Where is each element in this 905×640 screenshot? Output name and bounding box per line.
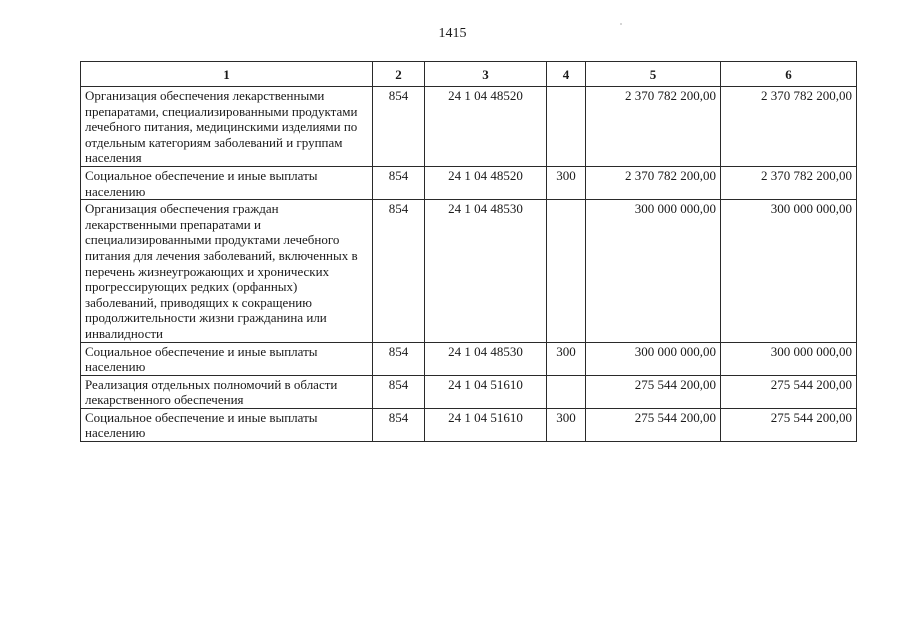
row-sum1-cell: 2 370 782 200,00	[586, 87, 721, 167]
table-row	[81, 200, 857, 342]
row-name-cell: Организация обеспечения граждан лекарственными препаратами и специализированными продуктами лечебного питания для лечения заболеваний, включенных в перечень жизнеугрожающих и хронических прогрессирующих редких (орфанных) заболеваний, приводящих к сокращению продолжительности жизни гражданина или инвалидности	[81, 200, 373, 342]
row-sum1-cell: 300 000 000,00	[586, 342, 721, 375]
header-col-3: 3	[425, 62, 547, 87]
header-row	[81, 62, 857, 87]
row-name-cell: Социальное обеспечение и иные выплаты населению	[81, 408, 373, 441]
row-name-cell: Организация обеспечения лекарственными препаратами, специализированными продуктами лечебного питания, медицинскими изделиями по отдельным категориям заболеваний и группам населения	[81, 87, 373, 167]
row-sum2-cell: 2 370 782 200,00	[721, 87, 857, 167]
table-row	[81, 166, 857, 199]
row-csr-cell: 24 1 04 51610	[425, 408, 547, 441]
header-col-2: 2	[373, 62, 425, 87]
scan-speck	[620, 23, 622, 25]
row-ved-cell: 854	[373, 342, 425, 375]
row-sum2-cell: 275 544 200,00	[721, 408, 857, 441]
row-sum1-cell: 2 370 782 200,00	[586, 166, 721, 199]
row-sum1-cell: 300 000 000,00	[586, 200, 721, 342]
row-sum2-cell: 300 000 000,00	[721, 342, 857, 375]
header-col-5: 5	[586, 62, 721, 87]
header-col-1: 1	[81, 62, 373, 87]
row-name-cell: Социальное обеспечение и иные выплаты населению	[81, 166, 373, 199]
row-ved-cell: 854	[373, 408, 425, 441]
row-csr-cell: 24 1 04 48530	[425, 342, 547, 375]
row-vr-cell	[547, 200, 586, 342]
row-vr-cell: 300	[547, 342, 586, 375]
table-header	[81, 62, 857, 87]
table-row	[81, 342, 857, 375]
row-csr-cell: 24 1 04 48520	[425, 166, 547, 199]
table-row	[81, 375, 857, 408]
row-sum2-cell: 275 544 200,00	[721, 375, 857, 408]
budget-table	[80, 61, 857, 442]
row-ved-cell: 854	[373, 87, 425, 167]
row-ved-cell: 854	[373, 166, 425, 199]
row-vr-cell: 300	[547, 408, 586, 441]
header-col-6: 6	[721, 62, 857, 87]
row-ved-cell: 854	[373, 200, 425, 342]
row-sum1-cell: 275 544 200,00	[586, 375, 721, 408]
row-csr-cell: 24 1 04 48520	[425, 87, 547, 167]
row-csr-cell: 24 1 04 51610	[425, 375, 547, 408]
table-body	[81, 87, 857, 442]
row-name-cell: Социальное обеспечение и иные выплаты населению	[81, 342, 373, 375]
header-col-4: 4	[547, 62, 586, 87]
row-ved-cell: 854	[373, 375, 425, 408]
row-sum2-cell: 2 370 782 200,00	[721, 166, 857, 199]
table-row	[81, 408, 857, 441]
row-sum2-cell: 300 000 000,00	[721, 200, 857, 342]
row-name-cell: Реализация отдельных полномочий в области лекарственного обеспечения	[81, 375, 373, 408]
row-vr-cell	[547, 375, 586, 408]
row-sum1-cell: 275 544 200,00	[586, 408, 721, 441]
row-vr-cell	[547, 87, 586, 167]
page-number: 1415	[438, 26, 467, 41]
row-vr-cell: 300	[547, 166, 586, 199]
row-csr-cell: 24 1 04 48530	[425, 200, 547, 342]
table-row	[81, 87, 857, 167]
